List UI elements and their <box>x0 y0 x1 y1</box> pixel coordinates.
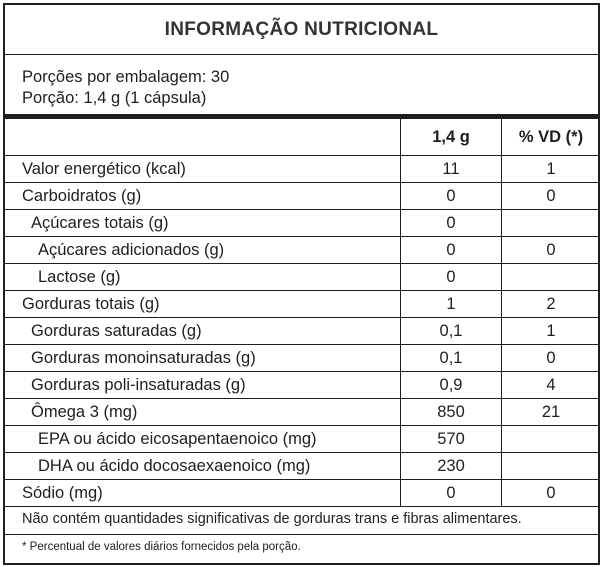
nutrient-dv: 2 <box>502 291 601 318</box>
nutrient-name: Sódio (mg) <box>22 483 103 502</box>
table-row <box>5 318 600 345</box>
nutrient-name: Gorduras poli-insaturadas (g) <box>31 375 246 394</box>
nutrient-amount: 1 <box>401 291 502 318</box>
nutrient-dv: 1 <box>502 318 601 345</box>
nutrient-dv: 21 <box>502 399 601 426</box>
nutrient-dv: 4 <box>502 372 601 399</box>
nutrient-dv <box>502 264 601 291</box>
nutrient-name: Gorduras saturadas (g) <box>31 321 202 340</box>
nutrient-amount: 0,1 <box>401 318 502 345</box>
portions-per-package: Porções por embalagem: 30 <box>22 68 230 86</box>
header-amount: 1,4 g <box>401 119 502 156</box>
nutrient-name: Gorduras monoinsaturadas (g) <box>31 348 256 367</box>
table-row <box>5 372 600 399</box>
table-row <box>5 426 600 453</box>
nutrient-amount: 0,1 <box>401 345 502 372</box>
table-row <box>5 210 600 237</box>
nutrient-amount: 0 <box>401 264 502 291</box>
portion-size: Porção: 1,4 g (1 cápsula) <box>22 89 207 107</box>
nutrient-dv <box>502 453 601 480</box>
table-row <box>5 399 600 426</box>
table-row <box>5 237 600 264</box>
table-row <box>5 480 600 507</box>
nutrient-dv: 0 <box>502 345 601 372</box>
nutrient-name: DHA ou ácido docosaexaenoico (mg) <box>38 456 311 475</box>
nutrient-amount: 0 <box>401 480 502 507</box>
nutrient-amount: 570 <box>401 426 502 453</box>
nutrient-dv: 1 <box>502 156 601 183</box>
table-row <box>5 156 600 183</box>
nutrient-dv <box>502 210 601 237</box>
trans-fat-note: Não contém quantidades significativas de gorduras trans e fibras alimentares. <box>5 508 598 535</box>
nutrient-name: Açúcares adicionados (g) <box>38 240 225 259</box>
nutrient-name: Lactose (g) <box>38 267 121 286</box>
dv-footnote: * Percentual de valores diários fornecidos pela porção. <box>22 541 301 553</box>
nutrient-dv: 0 <box>502 237 601 264</box>
nutrient-amount: 0,9 <box>401 372 502 399</box>
nutrient-amount: 0 <box>401 210 502 237</box>
header-blank <box>5 119 401 156</box>
table-header-row <box>5 119 600 156</box>
nutrient-name: EPA ou ácido eicosapentaenoico (mg) <box>38 429 317 448</box>
nutrition-table <box>5 119 600 507</box>
header-dv: % VD (*) <box>502 119 601 156</box>
nutrient-amount: 0 <box>401 183 502 210</box>
nutrient-amount: 0 <box>401 237 502 264</box>
table-row <box>5 453 600 480</box>
nutrient-amount: 850 <box>401 399 502 426</box>
nutrient-dv: 0 <box>502 480 601 507</box>
nutrient-name: Açúcares totais (g) <box>31 213 169 232</box>
nutrient-name: Carboidratos (g) <box>22 186 142 205</box>
table-row <box>5 183 600 210</box>
table-row <box>5 264 600 291</box>
nutrient-dv <box>502 426 601 453</box>
table-row <box>5 291 600 318</box>
nutrient-amount: 11 <box>401 156 502 183</box>
table-row <box>5 345 600 372</box>
nutrient-name: Ômega 3 (mg) <box>31 402 138 421</box>
nutrient-dv: 0 <box>502 183 601 210</box>
nutrition-facts-label <box>3 3 600 565</box>
nutrient-name: Gorduras totais (g) <box>22 294 160 313</box>
label-title: INFORMAÇÃO NUTRICIONAL <box>5 5 598 55</box>
nutrient-amount: 230 <box>401 453 502 480</box>
nutrient-name: Valor energético (kcal) <box>22 159 186 178</box>
portion-info <box>5 55 598 119</box>
